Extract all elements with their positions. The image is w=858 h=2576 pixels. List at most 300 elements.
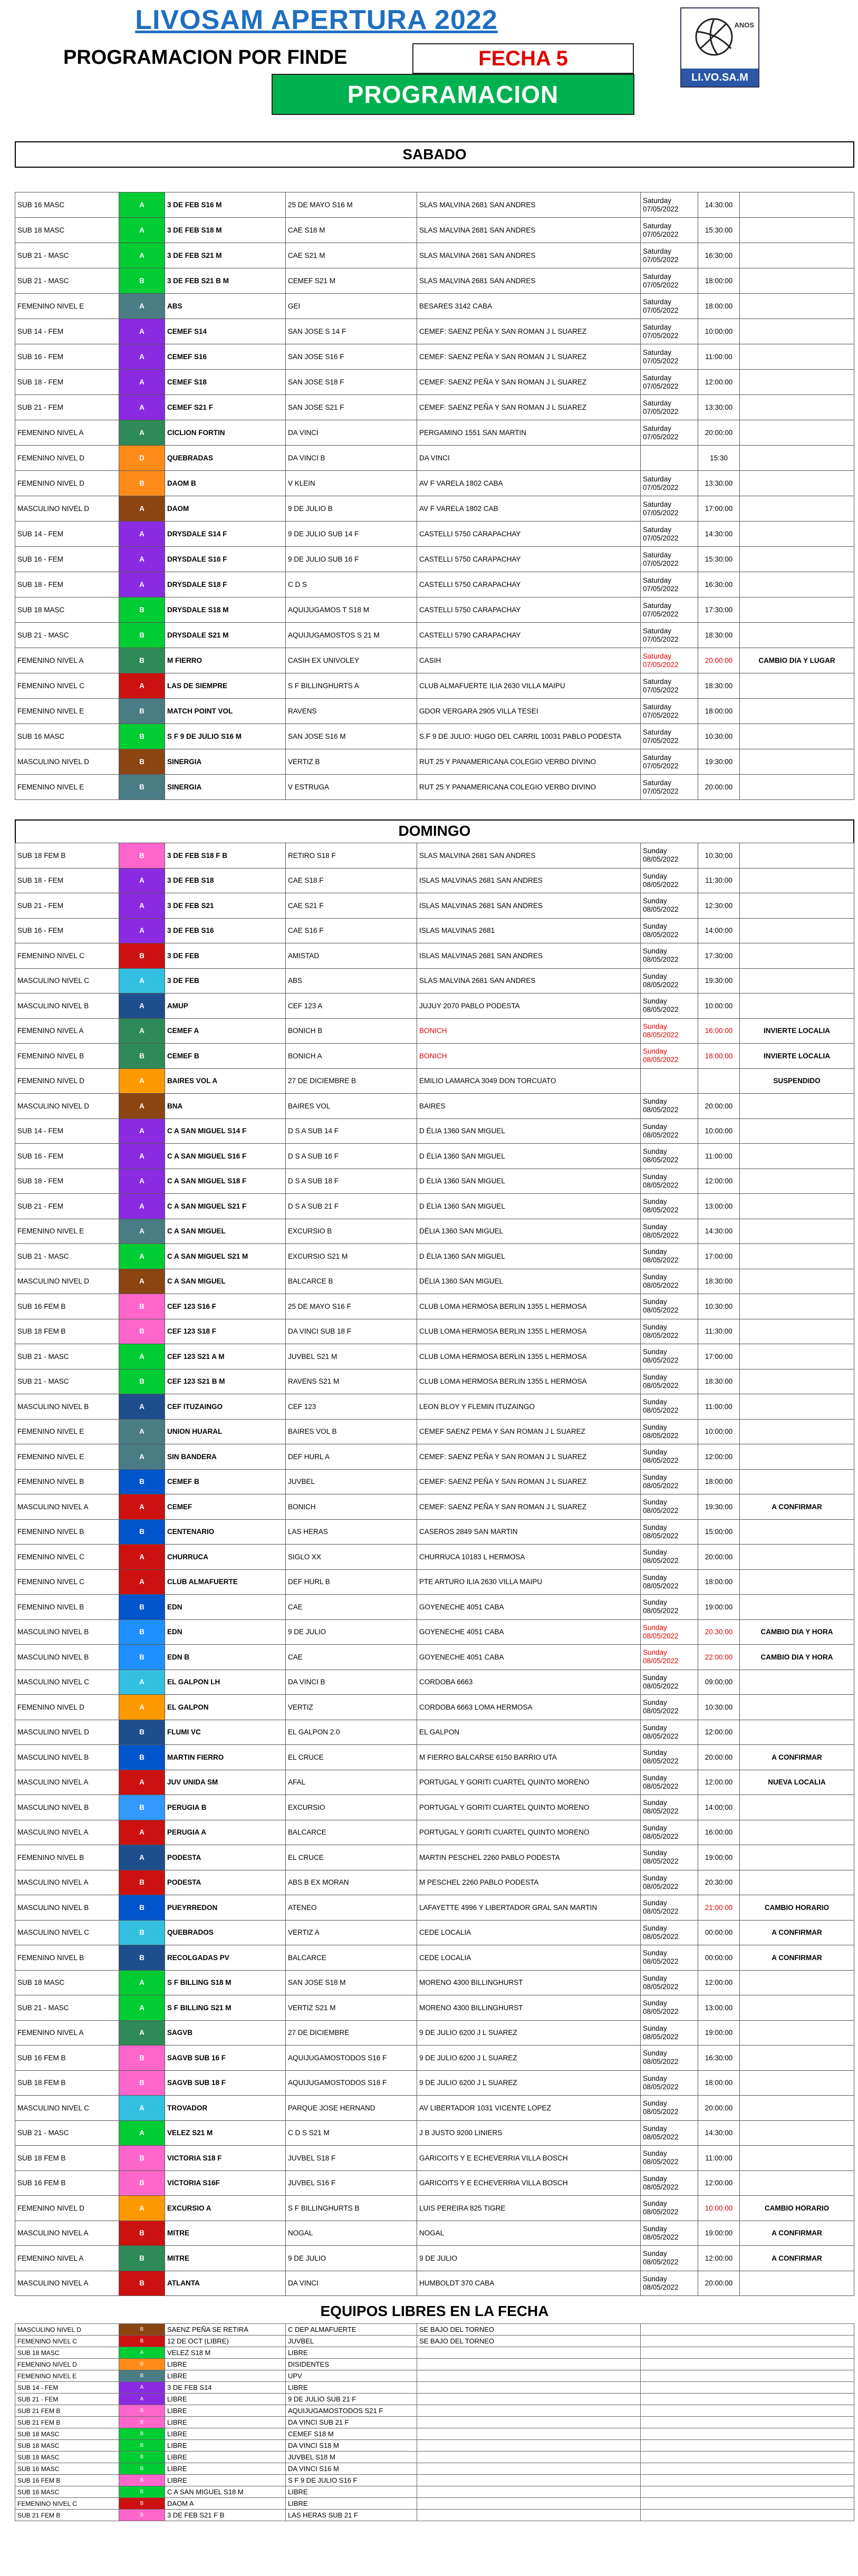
note-cell [740, 2170, 854, 2196]
category-cell: SUB 16 - FEM [15, 918, 119, 943]
home-team-cell: C A SAN MIGUEL S18 F [165, 1169, 286, 1194]
home-team-cell: CEF 123 S16 F [165, 1294, 286, 1319]
note-cell [740, 597, 854, 623]
note-cell [740, 1094, 854, 1119]
venue-cell: EL GALPON [417, 1720, 641, 1745]
home-team-cell: VELEZ S21 M [165, 2120, 286, 2146]
empty-cell [641, 2440, 854, 2452]
venue-cell: CASIH [417, 648, 641, 673]
note-cell: CAMBIO HORARIO [740, 1895, 854, 1921]
libre-row [15, 2510, 854, 2521]
home-team-cell: CLUB ALMAFUERTE [165, 1569, 286, 1595]
away-team-cell: CAE S18 M [286, 218, 417, 243]
match-row [15, 268, 854, 294]
day-label: Sunday [643, 2049, 667, 2058]
match-row [15, 1018, 854, 1044]
venue-cell: RUT 25 Y PANAMERICANA COLEGIO VERBO DIVINO [417, 749, 641, 775]
day-label: Saturday [643, 551, 672, 559]
time-cell: 14:30:00 [698, 1219, 740, 1244]
category-cell: SUB 21 FEM B [15, 2417, 119, 2428]
date-label: 07/05/2022 [643, 205, 679, 213]
level-cell: B [119, 1645, 165, 1670]
category-cell: FEMENINO NIVEL A [15, 1018, 119, 1044]
note-cell: A CONFIRMAR [740, 2246, 854, 2271]
other-team-cell: S F 9 DE JULIO S16 F [286, 2475, 417, 2486]
level-cell: A [119, 1695, 165, 1720]
away-team-cell: VERTIZ B [286, 749, 417, 775]
venue-cell: DA VINCI [417, 446, 641, 471]
other-team-cell: C DEP ALMAFUERTE [286, 2324, 417, 2336]
note-cell [740, 1319, 854, 1344]
away-team-cell: BAIRES VOL [286, 1094, 417, 1119]
venue-cell: AV LIBERTADOR 1031 VICENTE LOPEZ [417, 2096, 641, 2121]
level-cell: A [119, 1670, 165, 1695]
day-label: Saturday [643, 424, 672, 432]
day-label: Sunday [643, 872, 667, 880]
time-cell: 18:00:00 [698, 2070, 740, 2096]
note-cell: SE BAJO DEL TORNEO [417, 2336, 641, 2347]
libre-row [15, 2336, 854, 2347]
level-cell: A [119, 1394, 165, 1420]
venue-cell: JUJUY 2070 PABLO PODESTA [417, 993, 641, 1019]
category-cell: SUB 16 MASC [15, 2486, 119, 2498]
level-cell: A [119, 547, 165, 572]
time-cell: 20:00:00 [698, 1745, 740, 1770]
home-team-cell: CICLION FORTIN [165, 420, 286, 446]
date-cell [641, 1945, 698, 1971]
team-cell: LIBRE [165, 2440, 286, 2452]
away-team-cell: D S A SUB 21 F [286, 1194, 417, 1219]
date-label: 08/05/2022 [643, 1131, 679, 1139]
match-row [15, 1895, 854, 1921]
note-cell [740, 1144, 854, 1169]
day-label: Sunday [643, 2024, 667, 2032]
level-cell: B [119, 2221, 165, 2246]
team-cell: 3 DE FEB S21 F B [165, 2510, 286, 2521]
note-cell: A CONFIRMAR [740, 1945, 854, 1971]
home-team-cell: C A SAN MIGUEL S21 M [165, 1244, 286, 1269]
venue-cell: DÉLIA 1360 SAN MIGUEL [417, 1219, 641, 1244]
date-cell [641, 1344, 698, 1369]
match-row [15, 1244, 854, 1269]
day-label: Sunday [643, 2124, 667, 2133]
date-cell [641, 2046, 698, 2071]
date-label: 08/05/2022 [643, 2233, 679, 2241]
date-label: 07/05/2022 [643, 483, 679, 491]
level-cell: A [119, 1219, 165, 1244]
time-cell: 19:00:00 [698, 1595, 740, 1620]
time-cell: 20:00:00 [698, 775, 740, 800]
date-label: 08/05/2022 [643, 1682, 679, 1690]
level-cell: A [119, 218, 165, 243]
venue-cell: D ÉLIA 1360 SAN MIGUEL [417, 1244, 641, 1269]
empty-cell [641, 2463, 854, 2475]
date-label: 07/05/2022 [643, 508, 679, 517]
note-cell [740, 749, 854, 775]
away-team-cell: CEF 123 [286, 1394, 417, 1420]
category-cell: FEMENINO NIVEL A [15, 420, 119, 446]
category-cell: SUB 16 - FEM [15, 1144, 119, 1169]
day-label: Saturday [643, 677, 672, 686]
date-cell [641, 1369, 698, 1394]
note-cell [417, 2405, 641, 2417]
category-cell: MASCULINO NIVEL D [15, 1269, 119, 1294]
other-team-cell: DA VINCI S16 M [286, 2463, 417, 2475]
home-team-cell: C A SAN MIGUEL S14 F [165, 1118, 286, 1144]
date-label: 08/05/2022 [643, 1957, 679, 1966]
match-row [15, 2120, 854, 2146]
away-team-cell: EXCURSIO S21 M [286, 1244, 417, 1269]
away-team-cell: PARQUE JOSE HERNAND [286, 2096, 417, 2121]
time-cell: 18:00:00 [698, 1569, 740, 1595]
date-label: 08/05/2022 [643, 905, 679, 914]
match-row [15, 2170, 854, 2196]
match-row [15, 446, 854, 471]
date-cell [641, 1895, 698, 1921]
level-cell: A [119, 993, 165, 1019]
day-label: Saturday [643, 348, 672, 356]
level-cell: A [119, 1845, 165, 1870]
team-cell: LIBRE [165, 2359, 286, 2370]
venue-cell: CLUB LOMA HERMOSA BERLIN 1355 L HERMOSA [417, 1344, 641, 1369]
note-cell [417, 2382, 641, 2394]
date-cell [641, 1745, 698, 1770]
venue-cell: 9 DE JULIO 6200 J L SUAREZ [417, 2020, 641, 2046]
date-label: 07/05/2022 [643, 711, 679, 719]
date-cell [641, 1720, 698, 1745]
day-label: Sunday [643, 1799, 667, 1807]
level-cell: A [119, 1118, 165, 1144]
match-row [15, 471, 854, 496]
date-label: 08/05/2022 [643, 2158, 679, 2166]
time-cell: 11:00:00 [698, 2146, 740, 2171]
note-cell [740, 1294, 854, 1319]
empty-cell [641, 2486, 854, 2498]
home-team-cell: DRYSDALE S21 M [165, 623, 286, 648]
match-row [15, 597, 854, 623]
other-team-cell: JUVBEL [286, 2336, 417, 2347]
date-label: 08/05/2022 [643, 980, 679, 989]
home-team-cell: DAOM B [165, 471, 286, 496]
day-label: Sunday [643, 1849, 667, 1857]
day-label: Sunday [643, 2099, 667, 2108]
match-row [15, 1194, 854, 1219]
level-cell: B [119, 1745, 165, 1770]
date-cell [641, 2146, 698, 2171]
level-cell: A [119, 2382, 165, 2394]
date-cell [641, 893, 698, 919]
venue-cell: BONICH [417, 1044, 641, 1069]
empty-cell [641, 2359, 854, 2370]
libre-row [15, 2486, 854, 2498]
venue-cell: CEMEF: SAENZ PEÑA Y SAN ROMAN J L SUAREZ [417, 1494, 641, 1520]
section-title-sabado: SABADO [15, 141, 854, 168]
note-cell [740, 1695, 854, 1720]
category-cell: SUB 16 FEM B [15, 2475, 119, 2486]
venue-cell: CASTELLI 5750 CARAPACHAY [417, 547, 641, 572]
category-cell: SUB 21 - MASC [15, 268, 119, 294]
match-row [15, 344, 854, 370]
note-cell [740, 420, 854, 446]
note-cell [740, 1194, 854, 1219]
away-team-cell: SAN JOSE S18 F [286, 370, 417, 395]
venue-cell: 9 DE JULIO [417, 2246, 641, 2271]
date-cell [641, 1595, 698, 1620]
time-cell: 10:00:00 [698, 1419, 740, 1444]
away-team-cell: CASIH EX UNIVOLEY [286, 648, 417, 673]
logo-anos: ANOS [734, 21, 754, 29]
date-cell [641, 218, 698, 243]
venue-cell: LEON BLOY Y FLEMIN ITUZAINGO [417, 1394, 641, 1420]
note-cell [740, 623, 854, 648]
team-cell: VELEZ S18 M [165, 2347, 286, 2359]
home-team-cell: 3 DE FEB S21 M [165, 243, 286, 268]
away-team-cell: EL CRUCE [286, 1745, 417, 1770]
category-cell: FEMENINO NIVEL A [15, 648, 119, 673]
time-cell: 20:00:00 [698, 420, 740, 446]
away-team-cell: AQUIJUGAMOS T S18 M [286, 597, 417, 623]
team-cell: LIBRE [165, 2417, 286, 2428]
home-team-cell: MATCH POINT VOL [165, 699, 286, 724]
date-cell [641, 1519, 698, 1545]
note-cell: A CONFIRMAR [740, 2221, 854, 2246]
date-cell [641, 1670, 698, 1695]
away-team-cell: 9 DE JULIO SUB 14 F [286, 522, 417, 547]
note-cell [740, 1444, 854, 1470]
note-cell [417, 2498, 641, 2510]
level-cell: B [119, 2452, 165, 2463]
day-label: Sunday [643, 1824, 667, 1832]
match-row [15, 1144, 854, 1169]
category-cell: MASCULINO NIVEL C [15, 968, 119, 993]
date-cell [641, 1569, 698, 1595]
level-cell: B [119, 2170, 165, 2196]
date-cell [641, 1469, 698, 1494]
note-cell [740, 547, 854, 572]
level-cell: B [119, 2510, 165, 2521]
note-cell [740, 1519, 854, 1545]
away-team-cell: BONICH [286, 1494, 417, 1520]
libre-row [15, 2405, 854, 2417]
category-cell: MASCULINO NIVEL B [15, 1645, 119, 1670]
category-cell: SUB 16 FEM B [15, 2046, 119, 2071]
level-cell: B [119, 597, 165, 623]
date-cell [641, 1094, 698, 1119]
away-team-cell: JUVBEL S18 F [286, 2146, 417, 2171]
livosam-logo [680, 7, 759, 88]
date-cell [641, 1645, 698, 1670]
date-cell [641, 749, 698, 775]
level-cell: B [119, 1895, 165, 1921]
venue-cell: SLAS MALVINA 2681 SAN ANDRES [417, 843, 641, 869]
category-cell: SUB 18 MASC [15, 2347, 119, 2359]
home-team-cell: EDN [165, 1595, 286, 1620]
level-cell: A [119, 1344, 165, 1369]
day-label: Saturday [643, 475, 672, 483]
date-label: 08/05/2022 [643, 2108, 679, 2116]
level-cell: A [119, 673, 165, 699]
home-team-cell: EXCURSIO A [165, 2196, 286, 2221]
date-label: 08/05/2022 [643, 1431, 679, 1440]
date-cell [641, 968, 698, 993]
home-team-cell: 3 DE FEB [165, 943, 286, 969]
match-row [15, 1519, 854, 1545]
level-cell: A [119, 1094, 165, 1119]
note-cell [740, 572, 854, 597]
category-cell: MASCULINO NIVEL A [15, 2271, 119, 2296]
date-cell [641, 2246, 698, 2271]
level-cell: B [119, 2324, 165, 2336]
category-cell: FEMENINO NIVEL E [15, 775, 119, 800]
category-cell: SUB 18 FEM B [15, 843, 119, 869]
date-label: 07/05/2022 [643, 635, 679, 643]
away-team-cell: VERTIZ S21 M [286, 1995, 417, 2021]
category-cell: SUB 21 FEM B [15, 2405, 119, 2417]
venue-cell: M FIERRO BALCARSE 6150 BARRIO UTA [417, 1745, 641, 1770]
note-cell [417, 2428, 641, 2440]
match-row [15, 1745, 854, 1770]
venue-cell: CEMEF: SAENZ PEÑA Y SAN ROMAN J L SUAREZ [417, 370, 641, 395]
level-cell: A [119, 420, 165, 446]
note-cell [740, 2271, 854, 2296]
level-cell: B [119, 1945, 165, 1971]
level-cell: A [119, 522, 165, 547]
note-cell [740, 1595, 854, 1620]
level-cell: B [119, 943, 165, 969]
category-cell: SUB 18 MASC [15, 2452, 119, 2463]
date-label: 08/05/2022 [643, 1406, 679, 1415]
venue-cell: M PESCHEL 2260 PABLO PODESTA [417, 1870, 641, 1895]
away-team-cell: AQUIJUGAMOSTODOS S16 F [286, 2046, 417, 2071]
match-row [15, 1044, 854, 1069]
day-label: Sunday [643, 1222, 667, 1231]
venue-cell: CASTELLI 5750 CARAPACHAY [417, 522, 641, 547]
category-cell: FEMENINO NIVEL E [15, 294, 119, 319]
level-cell: A [119, 1995, 165, 2021]
home-team-cell: 3 DE FEB S16 [165, 918, 286, 943]
day-label: Sunday [643, 1974, 667, 1982]
date-cell [641, 1795, 698, 1820]
category-cell: SUB 18 - FEM [15, 1169, 119, 1194]
home-team-cell: 3 DE FEB S18 F B [165, 843, 286, 869]
level-cell: A [119, 1569, 165, 1595]
match-row [15, 2020, 854, 2046]
level-cell: A [119, 2020, 165, 2046]
match-row [15, 1569, 854, 1595]
time-cell: 12:00:00 [698, 1720, 740, 1745]
time-cell: 16:30:00 [698, 2046, 740, 2071]
note-cell [740, 446, 854, 471]
match-row [15, 420, 854, 446]
date-label: 08/05/2022 [643, 855, 679, 864]
date-label: 08/05/2022 [643, 1331, 679, 1339]
venue-cell: GARICOITS Y E ECHEVERRIA VILLA BOSCH [417, 2170, 641, 2196]
category-cell: MASCULINO NIVEL D [15, 2324, 119, 2336]
date-label: 08/05/2022 [643, 1231, 679, 1239]
home-team-cell: C A SAN MIGUEL [165, 1219, 286, 1244]
date-cell [641, 648, 698, 673]
other-team-cell: LIBRE [286, 2382, 417, 2394]
level-cell: A [119, 1545, 165, 1570]
away-team-cell: V KLEIN [286, 471, 417, 496]
date-label: 08/05/2022 [643, 1531, 679, 1540]
note-cell [740, 1820, 854, 1845]
note-cell [740, 243, 854, 268]
match-row [15, 699, 854, 724]
time-cell: 20:00:00 [698, 1094, 740, 1119]
level-cell: A [119, 918, 165, 943]
date-label: 07/05/2022 [643, 660, 679, 669]
day-label: Sunday [643, 847, 667, 855]
note-cell [740, 1870, 854, 1895]
category-cell: MASCULINO NIVEL B [15, 1745, 119, 1770]
date-cell [641, 2196, 698, 2221]
match-row [15, 1619, 854, 1645]
level-cell: B [119, 2370, 165, 2382]
time-cell: 14:30:00 [698, 192, 740, 218]
day-label: Saturday [643, 525, 672, 534]
time-cell: 18:00:00 [698, 699, 740, 724]
level-cell: A [119, 1068, 165, 1094]
level-cell: B [119, 1720, 165, 1745]
venue-cell: CEMEF: SAENZ PEÑA Y SAN ROMAN J L SUAREZ [417, 1444, 641, 1470]
day-label: Sunday [643, 897, 667, 905]
level-cell: A [119, 496, 165, 522]
day-label: Sunday [643, 2199, 667, 2208]
date-label: 08/05/2022 [643, 1807, 679, 1816]
venue-cell: EMILIO LAMARCA 3049 DON TORCUATO [417, 1068, 641, 1094]
libre-row [15, 2463, 854, 2475]
time-cell: 11:00:00 [698, 1144, 740, 1169]
home-team-cell: TROVADOR [165, 2096, 286, 2121]
empty-cell [641, 2382, 854, 2394]
away-team-cell: 9 DE JULIO B [286, 496, 417, 522]
category-cell: SUB 21 - FEM [15, 893, 119, 919]
away-team-cell: CAE [286, 1595, 417, 1620]
section-title-domingo: DOMINGO [15, 819, 854, 843]
date-label: 08/05/2022 [643, 1106, 679, 1114]
category-cell: MASCULINO NIVEL A [15, 2221, 119, 2246]
away-team-cell: EL CRUCE [286, 1845, 417, 1870]
venue-cell: D ÉLIA 1360 SAN MIGUEL [417, 1194, 641, 1219]
time-cell: 10:00:00 [698, 2196, 740, 2221]
home-team-cell: C A SAN MIGUEL S16 F [165, 1144, 286, 1169]
level-cell: A [119, 1244, 165, 1269]
team-cell: LIBRE [165, 2452, 286, 2463]
day-label: Sunday [643, 1924, 667, 1932]
date-cell [641, 1920, 698, 1945]
match-row [15, 993, 854, 1019]
time-cell: 15:00:00 [698, 1519, 740, 1545]
match-row [15, 1269, 854, 1294]
day-label: Sunday [643, 1373, 667, 1381]
match-row [15, 968, 854, 993]
time-cell: 13:00:00 [698, 1995, 740, 2021]
date-label: 07/05/2022 [643, 736, 679, 745]
category-cell: FEMENINO NIVEL C [15, 1545, 119, 1570]
away-team-cell: DA VINCI SUB 18 F [286, 1319, 417, 1344]
away-team-cell: DEF HURL A [286, 1444, 417, 1470]
time-cell: 19:30:00 [698, 749, 740, 775]
other-team-cell: LAS HERAS SUB 21 F [286, 2510, 417, 2521]
date-label: 08/05/2022 [643, 1030, 679, 1039]
day-label: Saturday [643, 500, 672, 508]
date-cell [641, 1144, 698, 1169]
level-cell: A [119, 370, 165, 395]
time-cell: 19:00:00 [698, 2020, 740, 2046]
venue-cell: LUIS PEREIRA 825 TIGRE [417, 2196, 641, 2221]
away-team-cell: RAVENS S21 M [286, 1369, 417, 1394]
